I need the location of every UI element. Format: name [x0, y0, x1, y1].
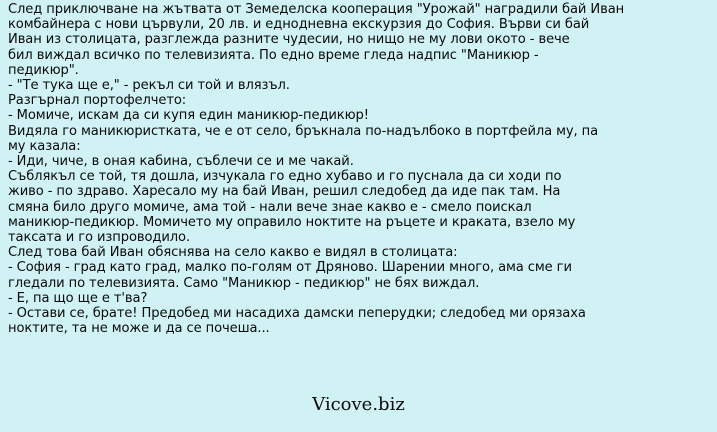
joke-text — [8, 2, 713, 336]
joke-line: комбайнера с нови цървули, 20 лв. и еднодневна екскурзия до София. Върви си бай — [8, 17, 590, 33]
site-watermark: Vicove.biz — [312, 394, 405, 415]
joke-line: След приключване на жътвата от Земеделска кооперация "Урожай" наградили бай Иван — [8, 2, 625, 17]
joke-line: смяна било друго момиче, ама той - нали вече знае какво е - смело поискал — [8, 199, 532, 215]
joke-line: Разгърнал портофелчето: — [8, 93, 187, 109]
joke-line: - Момиче, искам да си купя един маникюр-педикюр! — [8, 108, 369, 124]
joke-line: Съблякъл се той, тя дошла, изчукала го едно хубаво и го пуснала да си ходи по — [8, 169, 562, 185]
joke-line: - Е, па що ще е т'ва? — [8, 290, 148, 306]
joke-line: След това бай Иван обяснява на село какво е видял в столицата: — [8, 245, 458, 261]
joke-line: - Иди, чиче, в оная кабина, съблечи се и ме чакай. — [8, 154, 354, 170]
joke-line: Видяла го маникюристката, че е от село, бръкнала по-надълбоко в портфейла му, па — [8, 123, 599, 139]
joke-line: - София - град като град, малко по-голям от Дряново. Шарении много, ама сме ги — [8, 260, 572, 276]
joke-line: Иван из столицата, разглежда разните чудесии, но нищо не му лови окото - вече — [8, 32, 570, 48]
joke-line: бил виждал всичко по телевизията. По едно време гледа надпис "Маникюр - — [8, 47, 539, 63]
joke-line: - Остави се, брате! Предобед ми насадиха дамски пеперудки; следобед ми орязаха — [8, 306, 586, 322]
joke-line: - "Те тука ще е," - рекъл си той и влязъл. — [8, 78, 290, 94]
joke-line: таксата и го изпроводило. — [8, 230, 191, 246]
joke-line: му казала: — [8, 138, 81, 154]
joke-line: педикюр". — [8, 62, 79, 78]
joke-line: ноктите, та не може и да се почеша... — [8, 321, 270, 337]
joke-line: гледали по телевизията. Само "Маникюр - педикюр" не бях виждал. — [8, 275, 480, 291]
joke-line: маникюр-педикюр. Момичето му оправило ноктите на ръцете и краката, взело му — [8, 214, 576, 230]
joke-line: живо - по здраво. Харесало му на бай Иван, решил следобед да иде пак там. На — [8, 184, 561, 200]
